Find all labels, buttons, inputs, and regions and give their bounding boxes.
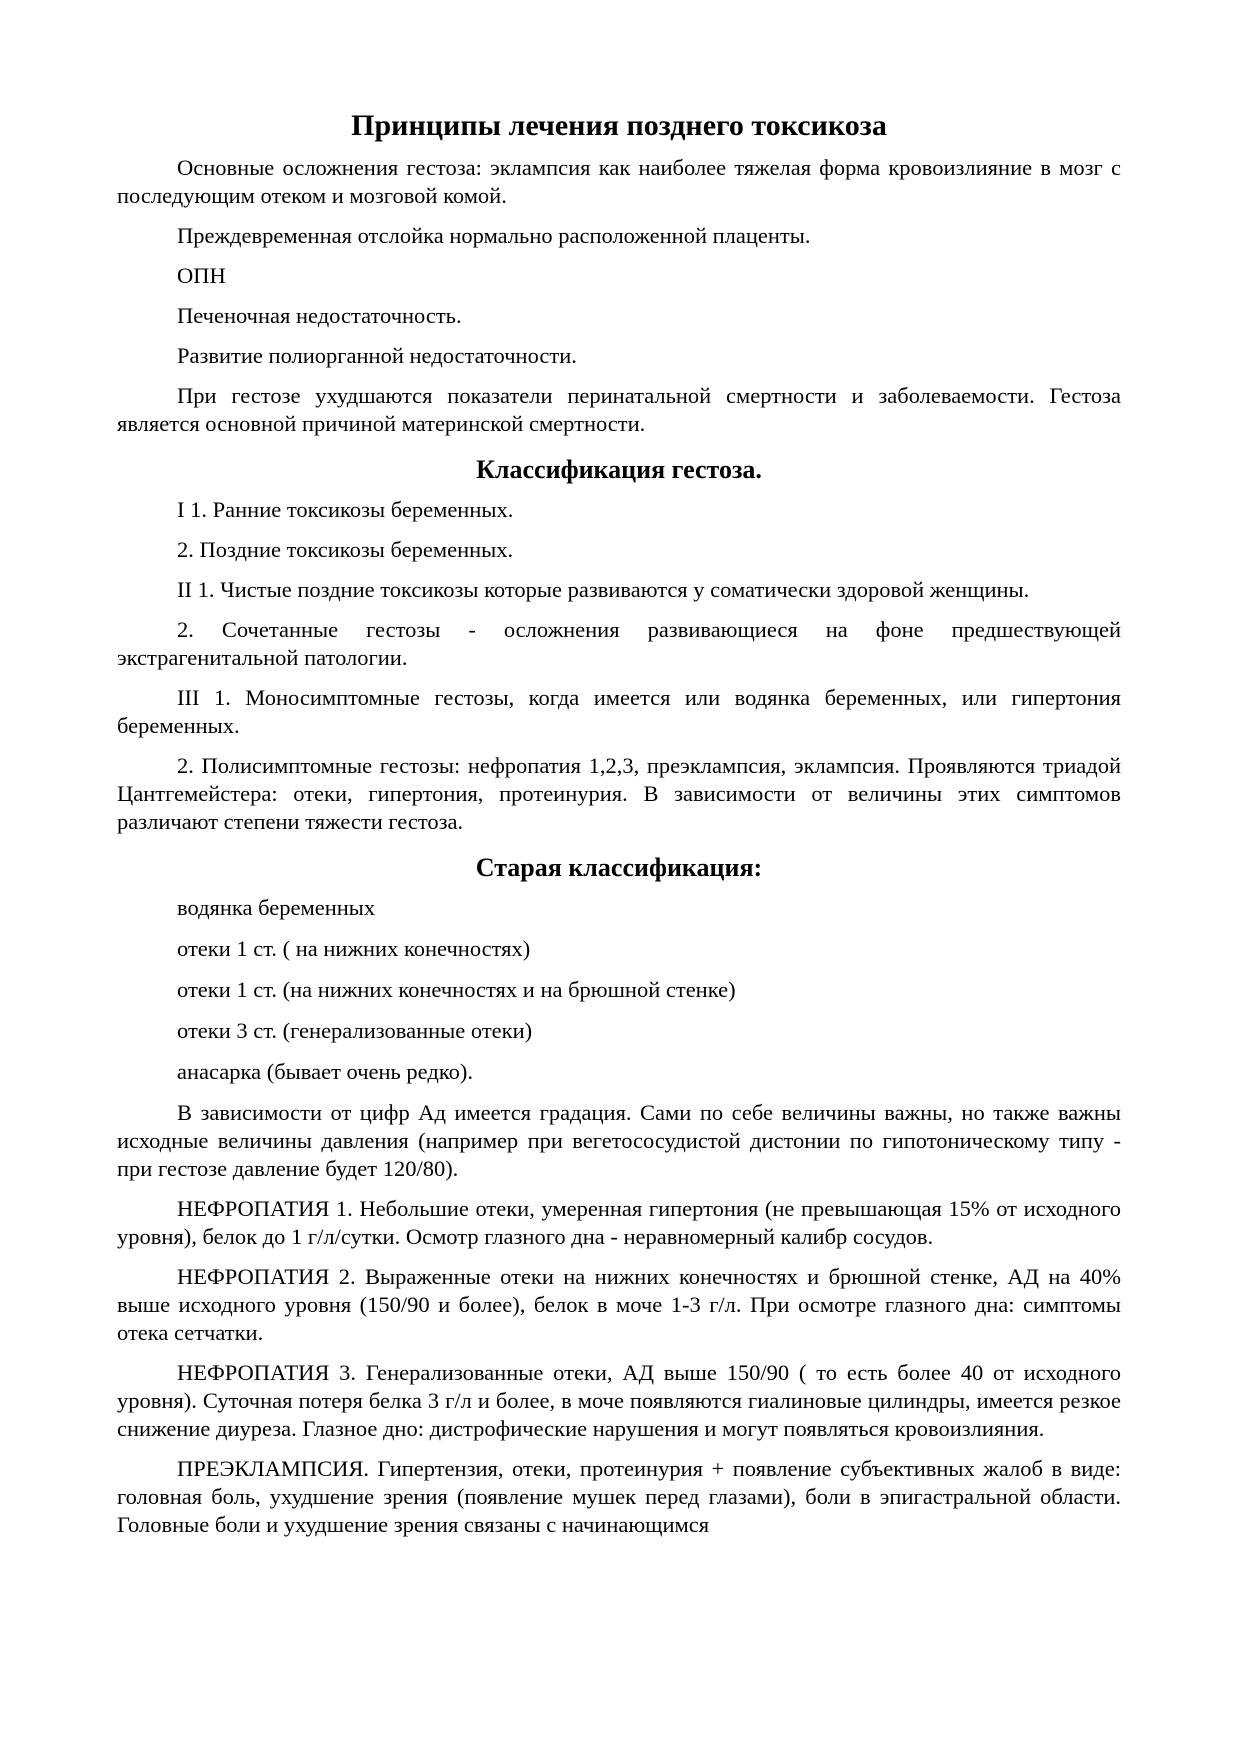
paragraph-complications: Основные осложнения гестоза: эклампсия как наиболее тяжелая форма кровоизлияние в мозг с последующим отеком и мозговой комой. [117, 155, 1121, 208]
section-title-old-classification: Старая классификация: [475, 853, 763, 882]
document-title: Принципы лечения позднего токсикоза [351, 109, 887, 142]
document-page [117, 104, 1121, 1551]
classification-item: 2. Полисимптомные гестозы: нефропатия 1,2,3, преэклампсия, эклампсия. Проявляются триадой Цантгемейстера: отеки, гипертония, протеинурия. В зависимости от величины этих симптомов различают степени тяжести гестоза. [117, 753, 1121, 834]
old-classification-item: отеки 3 ст. (генерализованные отеки) [177, 1018, 533, 1043]
paragraph-opn: ОПН [177, 263, 226, 288]
classification-item: II 1. Чистые поздние токсикозы которые развиваются у соматически здоровой женщины. [177, 577, 1030, 602]
old-classification-item: отеки 1 ст. (на нижних конечностях и на брюшной стенке) [177, 977, 736, 1002]
paragraph-nephropathy-1: НЕФРОПАТИЯ 1. Небольшие отеки, умеренная гипертония (не превышающая 15% от исходного уровня), белок до 1 г/л/сутки. Осмотр глазного дна - неравномерный калибр сосудов. [117, 1196, 1121, 1249]
classification-item: 2. Поздние токсикозы беременных. [177, 537, 514, 562]
old-classification-item: анасарка (бывает очень редко). [177, 1059, 473, 1084]
paragraph-nephropathy-2: НЕФРОПАТИЯ 2. Выраженные отеки на нижних конечностях и брюшной стенке, АД на 40% выше исходного уровня (150/90 и более), белок в моче 1-3 г/л. При осмотре глазного дна: симптомы отека сетчатки. [117, 1264, 1121, 1345]
paragraph-nephropathy-3: НЕФРОПАТИЯ 3. Генерализованные отеки, АД выше 150/90 ( то есть более 40 от исходного уровня). Суточная потеря белка 3 г/л и более, в моче появляются гиалиновые цилиндры, имеется резкое снижение диуреза. Глазное дно: дистрофические нарушения и могут появляться кровоизлияния. [117, 1360, 1121, 1441]
classification-item: I 1. Ранние токсикозы беременных. [177, 497, 514, 522]
paragraph-multiorgan: Развитие полиорганной недостаточности. [177, 343, 577, 368]
old-classification-item: водянка беременных [177, 895, 376, 920]
old-classification-item: отеки 1 ст. ( на нижних конечностях) [177, 936, 531, 961]
paragraph-placenta: Преждевременная отслойка нормально расположенной плаценты. [177, 223, 811, 248]
paragraph-pressure-gradation: В зависимости от цифр Ад имеется градация. Сами по себе величины важны, но также важны исходные величины давления (например при вегетососудистой дистонии по гипотоническому типу - при гестозе давление будет 120/80). [117, 1100, 1121, 1181]
section-title-classification: Классификация гестоза. [476, 455, 762, 484]
classification-item: III 1. Моносимптомные гестозы, когда имеется или водянка беременных, или гипертония беременных. [117, 685, 1121, 738]
classification-item: 2. Сочетанные гестозы - осложнения развивающиеся на фоне предшествующей экстрагенитальной патологии. [117, 617, 1121, 670]
paragraph-preeclampsia: ПРЕЭКЛАМПСИЯ. Гипертензия, отеки, протеинурия + появление субъективных жалоб в виде: головная боль, ухудшение зрения (появление мушек перед глазами), боли в эпигастральной области. Головные боли и ухудшение зрения связаны с начинающимся [117, 1456, 1121, 1537]
paragraph-liver: Печеночная недостаточность. [177, 303, 462, 328]
paragraph-mortality: При гестозе ухудшаются показатели перинатальной смертности и заболеваемости. Гестоза является основной причиной материнской смертности. [117, 383, 1121, 436]
